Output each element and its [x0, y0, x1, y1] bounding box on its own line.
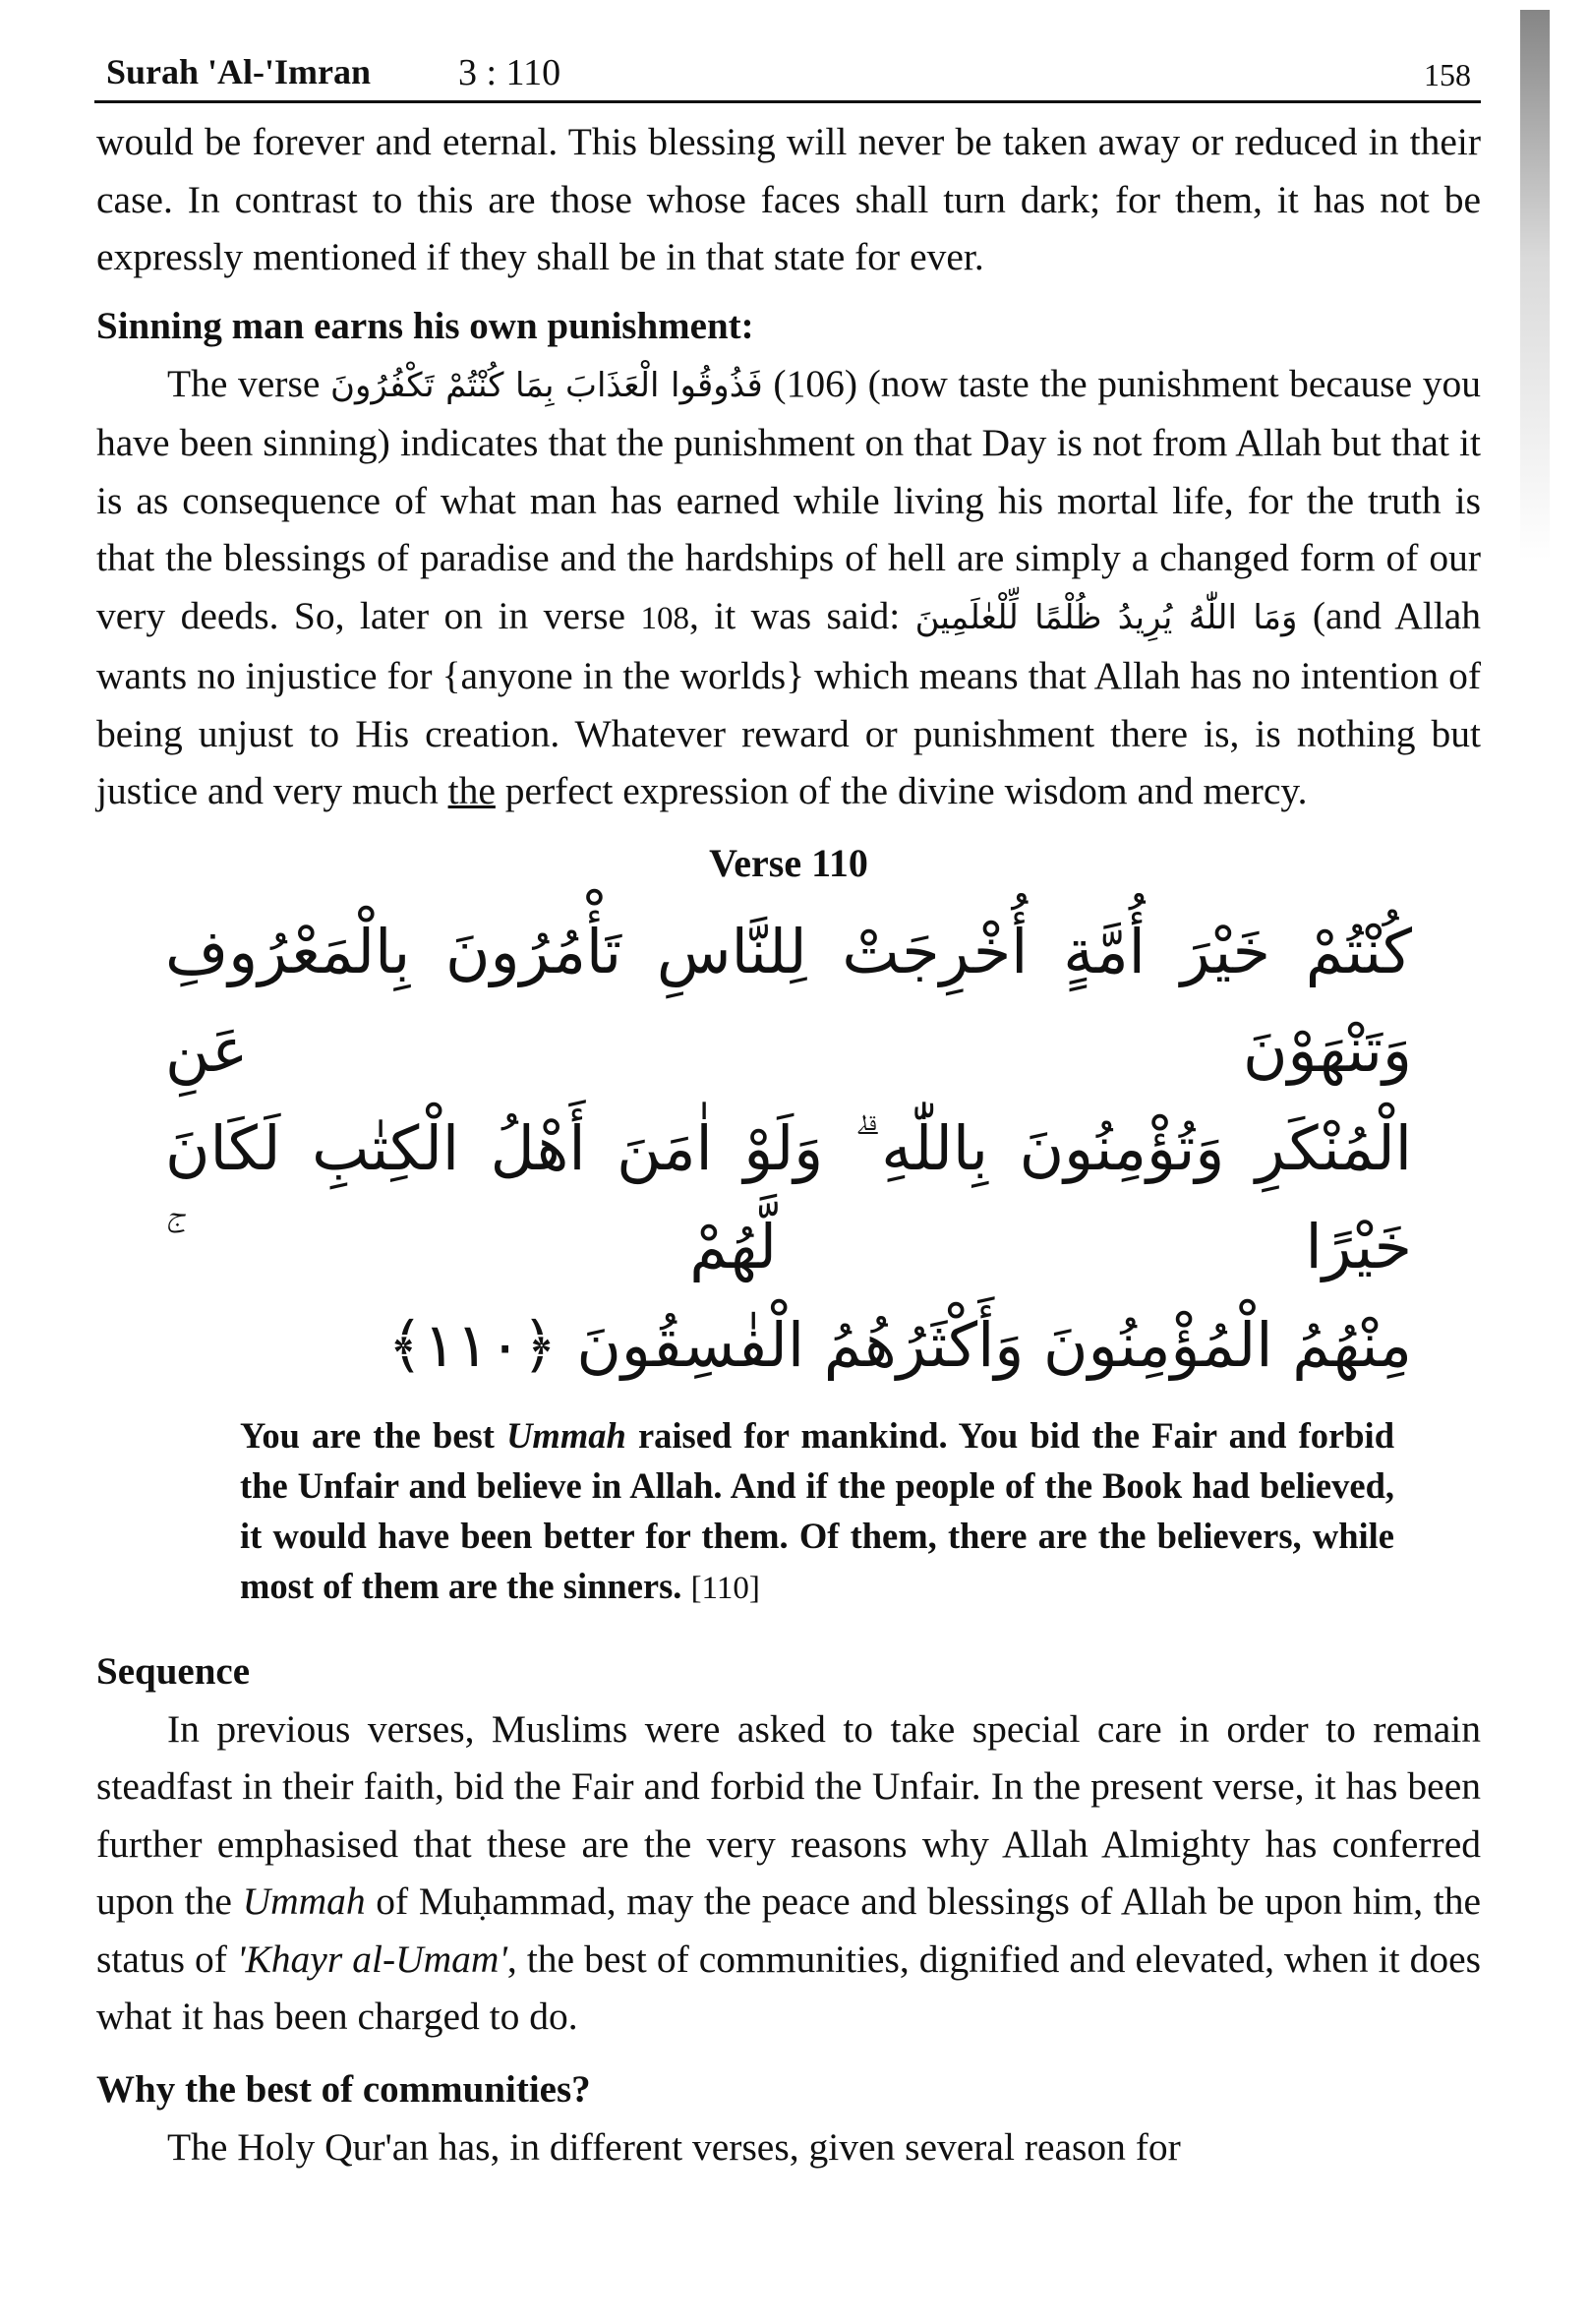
arabic-quote-106: فَذُوقُوا الْعَذَابَ بِمَا كُنْتُمْ تَكْفُرُونَ — [329, 365, 763, 405]
italic-term: Ummah — [506, 1414, 626, 1456]
paragraph-sequence — [96, 1700, 1481, 2046]
text: The verse — [167, 361, 321, 405]
text: , the best of communities, dignified and elevated, when it does what it has been charged to do. — [96, 1937, 1481, 2038]
section-heading-punishment: Sinning man earns his own punishment: — [96, 304, 754, 347]
paragraph-punishment — [96, 355, 1481, 820]
book-page — [94, 39, 1481, 2175]
arabic-verse-line: الْمُنْكَرِ وَتُؤْمِنُونَ بِاللّٰهِ ۗ وَلَوْ اٰمَنَ أَهْلُ الْكِتٰبِ لَكَانَ خَيْرًا لَّهُمْ ۚ — [165, 1111, 1412, 1282]
verse-number: 108 — [640, 600, 689, 636]
verse-translation — [240, 1410, 1394, 1614]
text: In previous verses, Muslims were asked to take special care in order to remain steadfast in their faith, bid the Fair and forbid the Unfair. In the present verse, it has been further emphasised that these are the very reasons why Allah Almighty has conferred upon the — [96, 1706, 1481, 1923]
page-number: 158 — [1424, 57, 1471, 92]
section-heading-why-best: Why the best of communities? — [96, 2067, 591, 2111]
text: You are the best — [240, 1414, 495, 1456]
page-edge-shadow — [1520, 10, 1550, 561]
surah-title: Surah 'Al-'Imran — [106, 52, 372, 91]
text: raised for mankind. You bid the Fair and forbid the Unfair and believe in Allah. And if the people of the Book had believed, it would have been better for them. Of them, there are the believers, while most of them are the sinners. — [240, 1414, 1394, 1606]
page-body — [94, 113, 1481, 2175]
arabic-verse-line: كُنْتُمْ خَيْرَ أُمَّةٍ أُخْرِجَتْ لِلنَّاسِ تَأْمُرُونَ بِالْمَعْرُوفِ وَتَنْهَوْنَ عَنِ — [165, 915, 1412, 1086]
arabic-quote-108: وَمَا اللّٰهُ يُرِيدُ ظُلْمًا لِّلْعٰلَمِينَ — [914, 597, 1298, 637]
italic-term: Ummah — [242, 1879, 366, 1923]
verse-heading: Verse 110 — [709, 840, 868, 885]
arabic-verse-block — [96, 899, 1481, 1404]
italic-term: 'Khayr al-Umam' — [237, 1937, 507, 1981]
text: (and Allah wants no injustice for {anyone in the worlds} which means that Allah has no intention of being unjust to His creation. Whatever reward or punishment there is, is nothing but justice and very much — [96, 593, 1482, 812]
text: of Muḥammad, may the peace and blessings of Allah be upon him, the status of — [96, 1879, 1482, 1981]
text: (106) (now taste the punishment because you have been sinning) indicates that the punishment on that Day is not from Allah but that it is as consequence of what man has earned while living his mortal life, for the truth is that the blessings of paradise and the hardships of hell are simply a changed form of our very deeds. So, later on in verse — [96, 361, 1482, 637]
underlined-word: the — [447, 769, 496, 812]
translation-reference: [110] — [690, 1570, 760, 1606]
running-header — [94, 39, 1481, 103]
arabic-verse-line: مِنْهُمُ الْمُؤْمِنُونَ وَأَكْثَرُهُمُ الْفٰسِقُونَ ﴿١١٠﴾ — [387, 1308, 1412, 1381]
section-heading-sequence: Sequence — [96, 1649, 250, 1693]
text: , it was said: — [688, 593, 901, 637]
text: perfect expression of the divine wisdom and mercy. — [504, 769, 1308, 812]
continued-paragraph: would be forever and eternal. This blessing will never be taken away or reduced in their case. In contrast to this are those whose faces shall turn dark; for them, it has not be expressly mentioned if they shall be in that state for ever. — [96, 120, 1481, 278]
paragraph-why-best: The Holy Qur'an has, in different verses, given several reason for — [167, 2124, 1181, 2169]
verse-reference: 3 : 110 — [458, 52, 561, 93]
